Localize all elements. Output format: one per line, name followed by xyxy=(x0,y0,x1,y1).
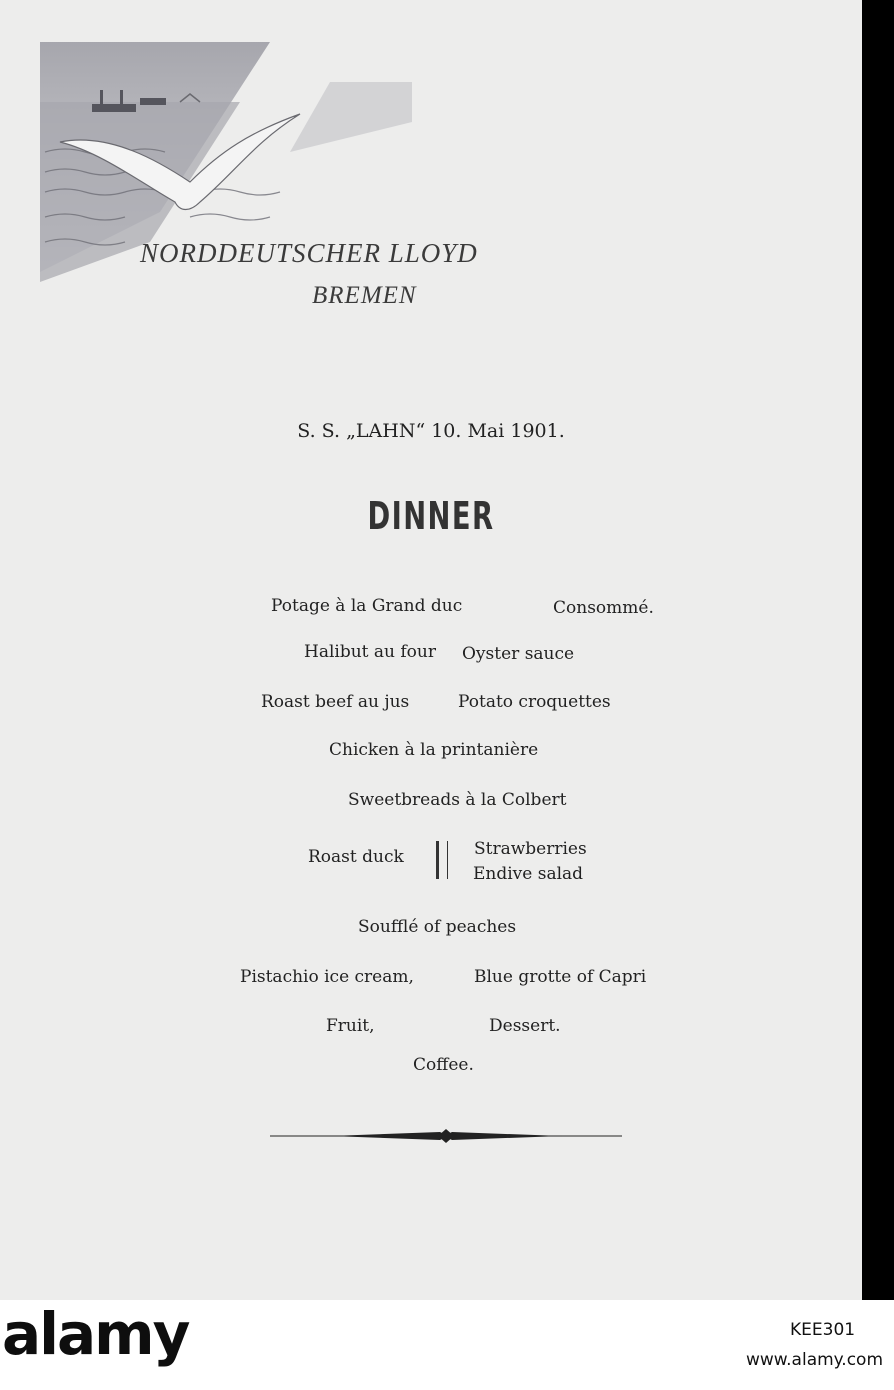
menu-item-chicken: Chicken à la printanière xyxy=(329,740,539,760)
watermark-logo: alamy xyxy=(2,1300,189,1368)
seagull-ship-vignette xyxy=(40,42,412,322)
menu-item-souffle: Soufflé of peaches xyxy=(358,917,517,937)
menu-item-potage: Potage à la Grand duc xyxy=(271,596,463,616)
decorative-ornament xyxy=(270,1128,622,1144)
menu-item-dessert: Dessert. xyxy=(489,1016,561,1036)
brand-name: NORDDEUTSCHER LLOYD xyxy=(140,238,478,268)
menu-item-blue-grotte: Blue grotte of Capri xyxy=(474,967,647,987)
brand-city: BREMEN xyxy=(312,282,417,309)
menu-item-roast-beef: Roast beef au jus xyxy=(261,692,410,712)
menu-item-consomme: Consommé. xyxy=(553,598,654,618)
menu-title: DINNER xyxy=(367,494,495,538)
watermark-image-id: KEE301 xyxy=(790,1320,856,1340)
menu-item-sweetbreads: Sweetbreads à la Colbert xyxy=(348,790,567,810)
ship-date-line: S. S. „LAHN“ 10. Mai 1901. xyxy=(297,420,565,442)
menu-item-coffee: Coffee. xyxy=(413,1055,474,1075)
menu-item-halibut: Halibut au four xyxy=(304,642,436,662)
menu-item-endive-salad: Endive salad xyxy=(473,864,584,884)
menu-item-potato-croquettes: Potato croquettes xyxy=(458,692,611,712)
menu-item-oyster-sauce: Oyster sauce xyxy=(462,644,575,664)
menu-item-fruit: Fruit, xyxy=(326,1016,375,1036)
watermark-url: www.alamy.com xyxy=(746,1350,884,1370)
menu-item-roast-duck: Roast duck xyxy=(308,847,404,867)
menu-item-strawberries: Strawberries xyxy=(474,839,587,859)
grouping-brace xyxy=(436,841,448,879)
menu-item-pistachio-ice-cream: Pistachio ice cream, xyxy=(240,967,414,987)
